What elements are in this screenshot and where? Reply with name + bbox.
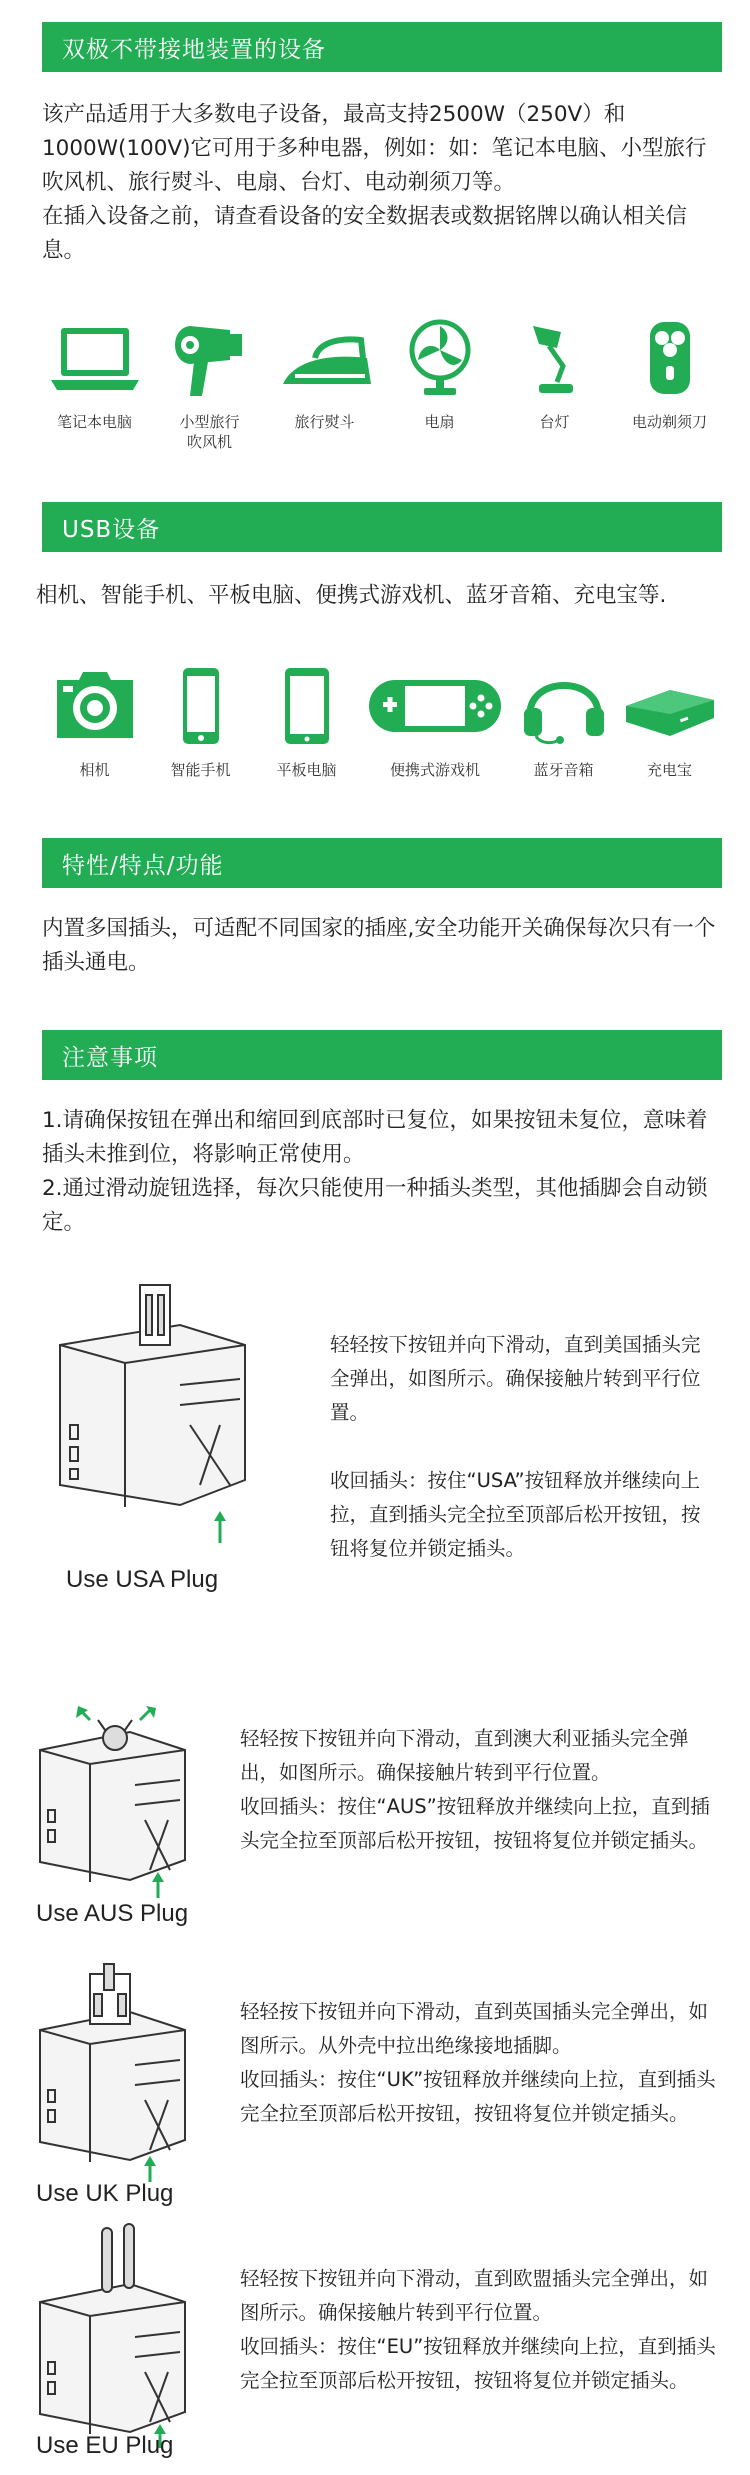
usa-plug-instructions	[330, 1328, 710, 1566]
eu-plug-caption: Use EU Plug	[36, 2432, 174, 2459]
device-speaker	[511, 666, 616, 780]
device-label: 充电宝	[646, 761, 692, 779]
device-label: 旅行熨斗	[294, 413, 355, 431]
headset-icon	[514, 666, 614, 746]
device-label: 电动剃须刀	[631, 413, 707, 431]
notes-list	[42, 1104, 722, 1240]
shaver-icon	[620, 318, 720, 398]
device-label: 便携式游戏机	[389, 761, 480, 779]
device-label: 电扇	[424, 413, 455, 431]
aus-plug-instructions	[240, 1722, 720, 1858]
usb-device-row	[42, 666, 722, 780]
desk-lamp-icon	[505, 318, 605, 398]
ungrounded-paragraph-2: 在插入设备之前，请查看设备的安全数据表或数据铭牌以确认相关信息。	[42, 204, 688, 263]
ungrounded-paragraph-1: 该产品适用于大多数电子设备，最高支持2500W（250V）和1000W(100V)它可用于多种电器，例如：如：笔记本电脑、小型旅行吹风机、旅行熨斗、电扇、台灯、电动剃须刀等。	[42, 102, 707, 195]
usa-plug-text-2: 收回插头：按住“USA”按钮释放并继续向上拉，直到插头完全拉至顶部后松开按钮，按钮将复位并锁定插头。	[330, 1469, 701, 1560]
device-laptop	[42, 318, 147, 452]
section-title-notes: 注意事项	[42, 1030, 722, 1080]
aus-plug-caption: Use AUS Plug	[36, 1900, 189, 1927]
device-power-bank	[617, 666, 722, 780]
device-shaver	[617, 318, 722, 452]
hair-dryer-icon	[160, 318, 260, 398]
aus-plug-illustration	[20, 1690, 200, 1900]
fan-icon	[390, 318, 490, 398]
device-label: 平板电脑	[276, 761, 337, 779]
camera-icon	[45, 666, 145, 746]
usa-plug-caption: Use USA Plug	[66, 1566, 219, 1593]
usb-description: 相机、智能手机、平板电脑、便携式游戏机、蓝牙音箱、充电宝等.	[36, 583, 667, 608]
uk-plug-instructions	[240, 1995, 720, 2131]
device-hair-dryer	[157, 318, 262, 452]
note-item-2: 2.通过滑动旋钮选择，每次只能使用一种插头类型，其他插脚会自动锁定。	[42, 1176, 708, 1235]
eu-plug-instructions	[240, 2262, 720, 2398]
device-label: 相机	[79, 761, 110, 779]
eu-plug-text-2: 收回插头：按住“EU”按钮释放并继续向上拉，直到插头完全拉至顶部后松开按钮，按钮将复位并锁定插头。	[240, 2335, 716, 2392]
section-title-features: 特性/特点/功能	[42, 838, 722, 888]
device-label: 小型旅行 吹风机	[179, 413, 240, 451]
ungrounded-description	[42, 98, 722, 268]
eu-plug-illustration	[20, 2222, 200, 2450]
note-item-1: 1.请确保按钮在弹出和缩回到底部时已复位，如果按钮未复位，意味着插头未推到位，将影响正常使用。	[42, 1108, 708, 1167]
device-label: 蓝牙音箱	[533, 761, 594, 779]
iron-icon	[275, 318, 375, 398]
usa-plug-illustration	[30, 1275, 270, 1545]
game-console-icon	[365, 666, 505, 746]
aus-plug-text-1: 轻轻按下按钮并向下滑动，直到澳大利亚插头完全弹出，如图所示。确保接触片转到平行位置。	[240, 1727, 689, 1784]
laptop-icon	[45, 318, 145, 398]
ungrounded-device-row	[42, 318, 722, 452]
uk-plug-caption: Use UK Plug	[36, 2180, 174, 2207]
device-label: 智能手机	[170, 761, 231, 779]
uk-plug-illustration	[20, 1960, 200, 2185]
device-game-console	[360, 666, 510, 780]
features-description: 内置多国插头，可适配不同国家的插座,安全功能开关确保每次只有一个插头通电。	[42, 916, 716, 975]
device-fan	[387, 318, 492, 452]
section-title-ungrounded: 双极不带接地装置的设备	[42, 22, 722, 72]
tablet-icon	[257, 666, 357, 746]
usa-plug-text-1: 轻轻按下按钮并向下滑动，直到美国插头完全弹出，如图所示。确保接触片转到平行位置。	[330, 1333, 701, 1424]
device-label: 台灯	[539, 413, 570, 431]
device-desk-lamp	[502, 318, 607, 452]
device-iron	[272, 318, 377, 452]
uk-plug-text-1: 轻轻按下按钮并向下滑动，直到英国插头完全弹出，如图所示。从外壳中拉出绝缘接地插脚。	[240, 2000, 709, 2057]
eu-plug-text-1: 轻轻按下按钮并向下滑动，直到欧盟插头完全弹出，如图所示。确保接触片转到平行位置。	[240, 2267, 709, 2324]
smartphone-icon	[151, 666, 251, 746]
section-title-usb: USB设备	[42, 502, 722, 552]
aus-plug-text-2: 收回插头：按住“AUS”按钮释放并继续向上拉，直到插头完全拉至顶部后松开按钮，按钮将复位并锁定插头。	[240, 1795, 710, 1852]
power-bank-icon	[620, 666, 720, 746]
device-label: 笔记本电脑	[56, 413, 132, 431]
uk-plug-text-2: 收回插头：按住“UK”按钮释放并继续向上拉，直到插头完全拉至顶部后松开按钮，按钮将复位并锁定插头。	[240, 2068, 716, 2125]
device-smartphone	[148, 666, 253, 780]
device-camera	[42, 666, 147, 780]
device-tablet	[254, 666, 359, 780]
